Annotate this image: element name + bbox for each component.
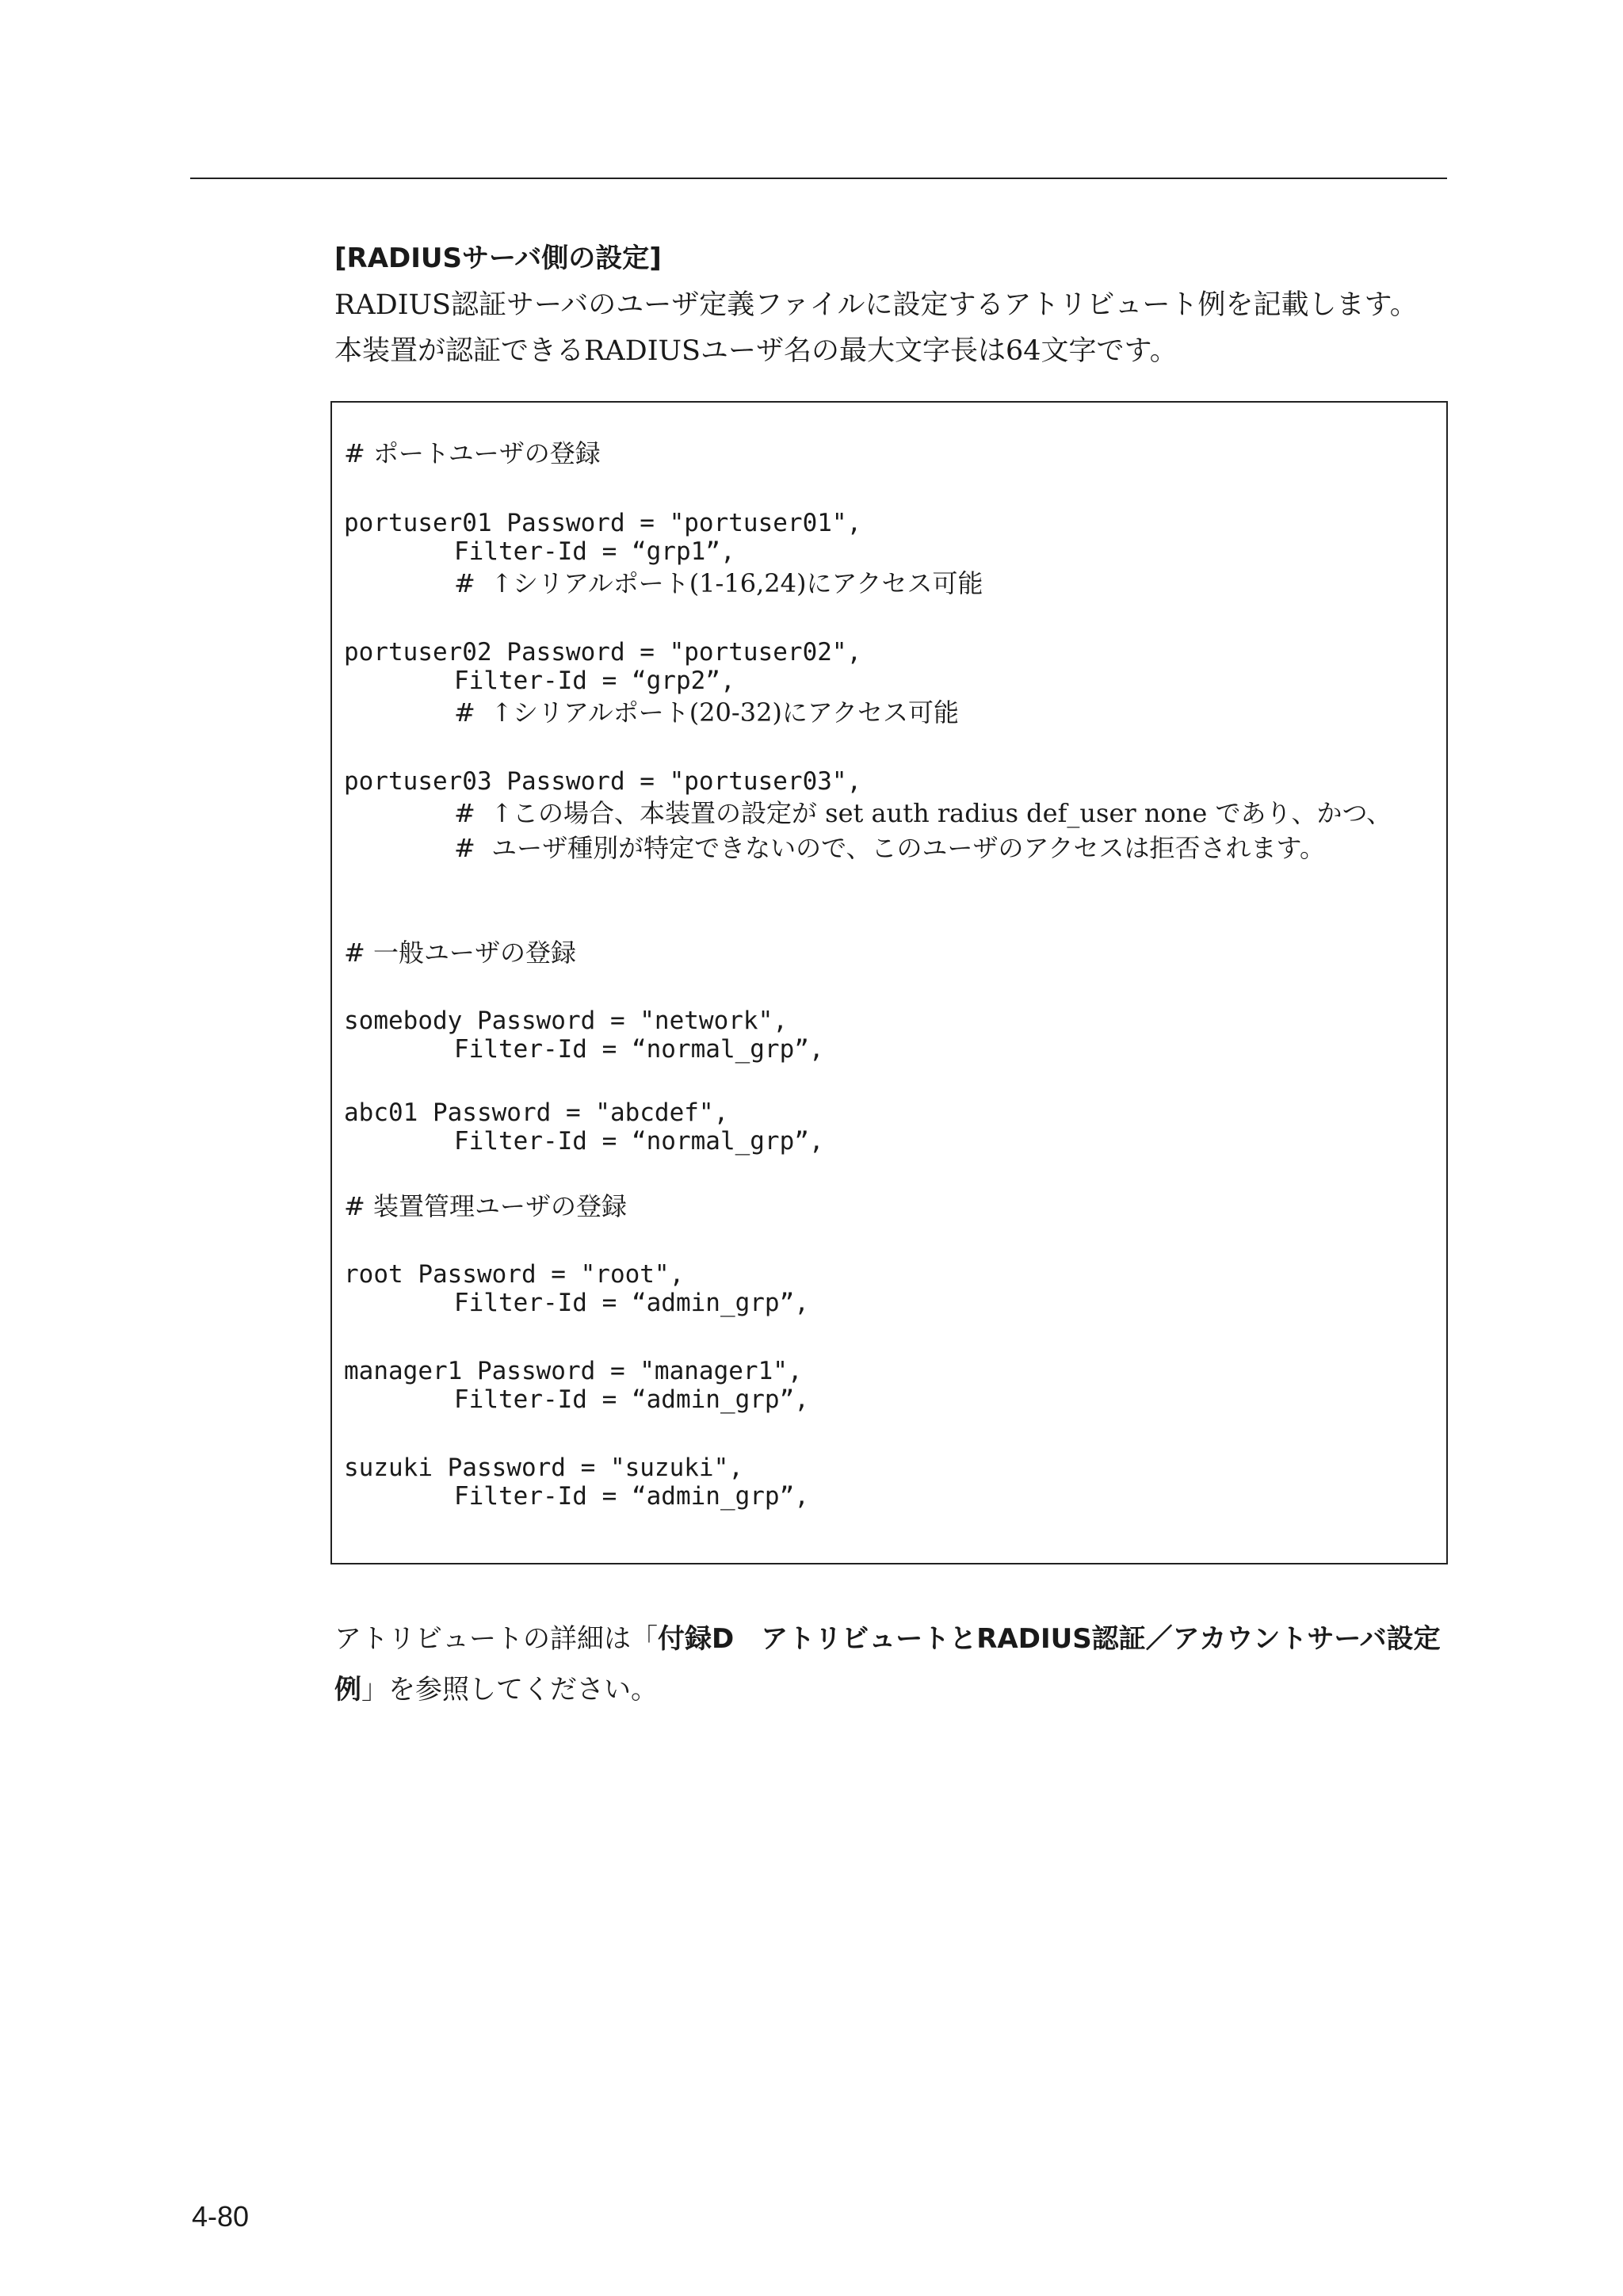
code-line-portuser02: portuser02 Password = "portuser02", [344,638,862,667]
code-line-manager1: manager1 Password = "manager1", [344,1357,803,1385]
header-rule [190,178,1447,179]
intro-line-2: 本装置が認証できるRADIUSユーザ名の最大文字長は64文字です。 [334,335,1178,367]
code-line-somebody: somebody Password = "network", [344,1007,788,1035]
code-line-somebody-filter: Filter-Id = “normal_grp”, [454,1035,824,1064]
code-comment-admin: # 装置管理ユーザの登録 [344,1191,627,1221]
intro-text [334,282,1418,374]
code-note-portuser01: # ↑シリアルポート(1-16,24)にアクセス可能 [454,568,983,598]
code-comment-portuser: # ポートユーザの登録 [344,438,601,468]
appendix-reference-link[interactable]: 付録D アトリビュートとRADIUS認証／アカウントサーバ設定例 [334,1623,1441,1706]
code-line-root-filter: Filter-Id = “admin_grp”, [454,1289,809,1317]
code-comment-general: # 一般ユーザの登録 [344,938,576,968]
code-line-root: root Password = "root", [344,1260,685,1289]
code-line-suzuki: suzuki Password = "suzuki", [344,1454,743,1482]
code-line-portuser02-filter: Filter-Id = “grp2”, [454,667,735,695]
note-prefix: アトリビュートの詳細は「 [334,1623,658,1655]
intro-line-1: RADIUS認証サーバのユーザ定義ファイルに設定するアトリビュート例を記載します。 [334,289,1418,321]
code-line-abc01-filter: Filter-Id = “normal_grp”, [454,1127,824,1156]
code-line-manager1-filter: Filter-Id = “admin_grp”, [454,1385,809,1414]
code-note-portuser02: # ↑シリアルポート(20-32)にアクセス可能 [454,697,959,728]
code-line-abc01: abc01 Password = "abcdef", [344,1098,729,1127]
code-note-portuser03-1: # ↑この場合、本装置の設定が set auth radius def_user none であり、かつ、 [454,798,1392,828]
section-heading: [RADIUSサーバ側の設定] [334,243,662,274]
code-line-portuser01-filter: Filter-Id = “grp1”, [454,537,735,566]
code-line-portuser01: portuser01 Password = "portuser01", [344,509,862,537]
code-line-portuser03: portuser03 Password = "portuser03", [344,767,862,796]
note-suffix: 」を参照してください。 [361,1674,658,1706]
code-note-portuser03-2: # ユーザ種別が特定できないので、このユーザのアクセスは拒否されます。 [454,833,1325,863]
page-number: 4-80 [192,2200,250,2233]
code-line-suzuki-filter: Filter-Id = “admin_grp”, [454,1482,809,1511]
reference-note [334,1614,1444,1715]
